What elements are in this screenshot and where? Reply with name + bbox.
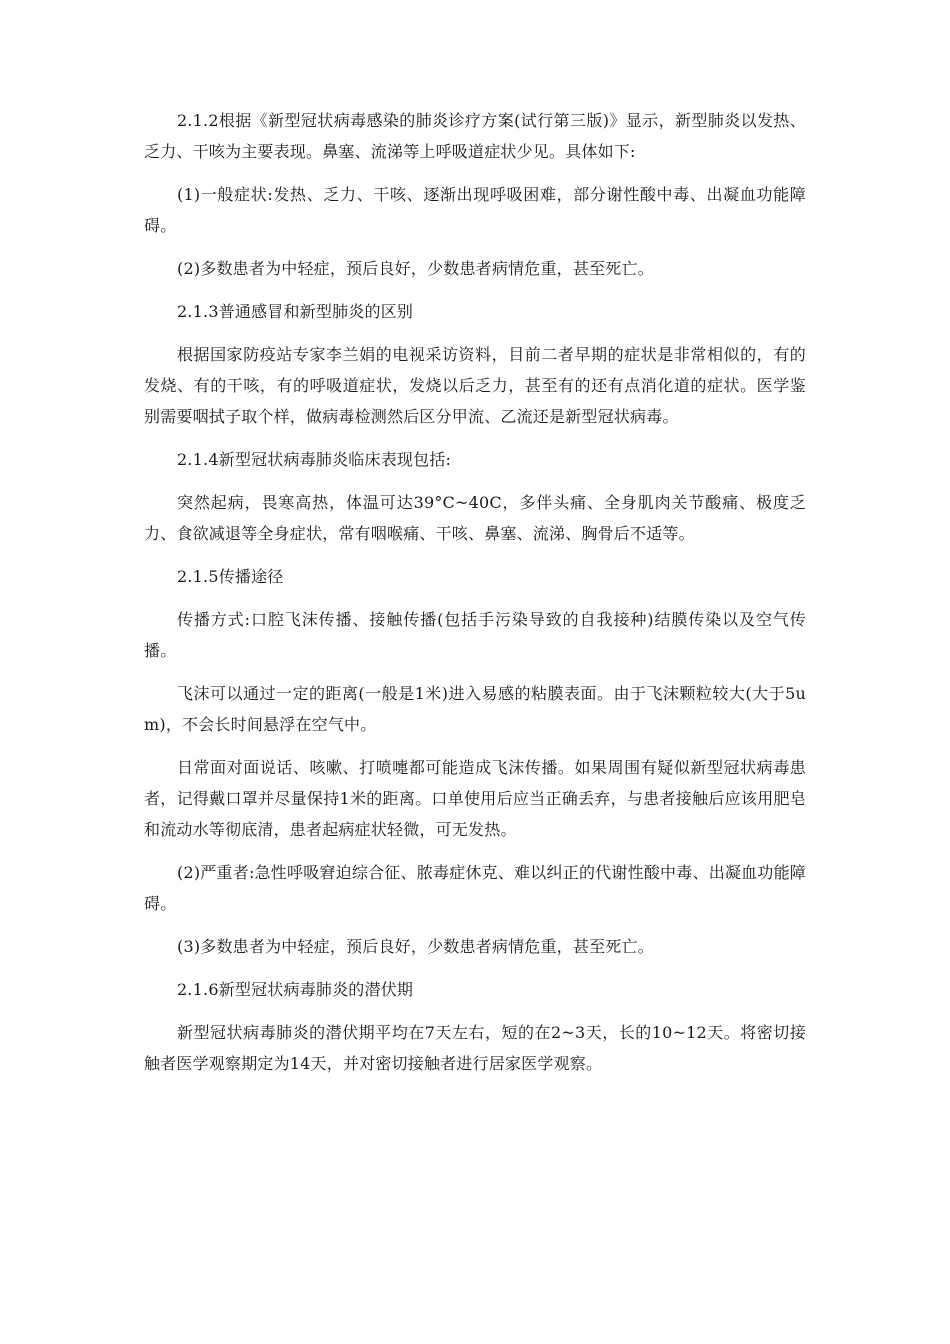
section-heading-2-1-6: 2.1.6新型冠状病毒肺炎的潜伏期 [177, 980, 414, 999]
paragraph-cold-vs-pneumonia: 根据国家防疫站专家李兰娟的电视采访资料，目前二者早期的症状是非常相似的，有的发烧、有的干咳，有的呼吸道症状，发烧以后乏力，甚至有的还有点消化道的症状。医学鉴别需要咽拭子取个样，做病毒检测然后区分甲流、乙流还是新型冠状病毒。 [144, 345, 806, 426]
paragraph-general-symptoms: (1)一般症状:发热、乏力、干咳、逐渐出现呼吸困难，部分谢性酸中毒、出凝血功能障碍。 [144, 185, 806, 235]
paragraph-droplets: 飞沫可以通过一定的距离(一般是1米)进入易感的粘膜表面。由于飞沫颗粒较大(大于5um)，不会长时间悬浮在空气中。 [144, 684, 806, 734]
paragraph-2-1-2: 2.1.2根据《新型冠状病毒感染的肺炎诊疗方案(试行第三版)》显示，新型肺炎以发热、乏力、干咳为主要表现。鼻塞、流涕等上呼吸道症状少见。具体如下: [144, 111, 806, 161]
section-heading-2-1-4: 2.1.4新型冠状病毒肺炎临床表现包括: [177, 450, 452, 469]
paragraph-prognosis-2: (3)多数患者为中轻症，预后良好，少数患者病情危重，甚至死亡。 [177, 937, 654, 956]
section-heading-2-1-5: 2.1.5传播途径 [177, 567, 284, 586]
paragraph-clinical-manifestations: 突然起病，畏寒高热，体温可达39°C~40C，多伴头痛、全身肌肉关节酸痛、极度乏力、食欲减退等全身症状，常有咽喉痛、干咳、鼻塞、流涕、胸骨后不适等。 [144, 493, 806, 543]
paragraph-daily-precautions: 日常面对面说话、咳嗽、打喷嚏都可能造成飞沫传播。如果周围有疑似新型冠状病毒患者，记得戴口罩并尽量保持1米的距离。口单使用后应当正确丢弃，与患者接触后应该用肥皂和流动水等彻底清，患者起病症状轻微，可无发热。 [144, 758, 806, 839]
section-heading-2-1-3: 2.1.3普通感冒和新型肺炎的区别 [177, 302, 414, 321]
paragraph-incubation-period: 新型冠状病毒肺炎的潜伏期平均在7天左右，短的在2~3天，长的10~12天。将密切接触者医学观察期定为14天，并对密切接触者进行居家医学观察。 [144, 1023, 806, 1073]
paragraph-prognosis: (2)多数患者为中轻症，预后良好，少数患者病情危重，甚至死亡。 [177, 259, 654, 278]
paragraph-severe-cases: (2)严重者:急性呼吸窘迫综合征、脓毒症休克、难以纠正的代谢性酸中毒、出凝血功能障碍。 [144, 863, 806, 913]
paragraph-transmission-modes: 传播方式:口腔飞沫传播、接触传播(包括手污染导致的自我接种)结膜传染以及空气传播。 [144, 610, 806, 660]
document-body [144, 105, 806, 1091]
